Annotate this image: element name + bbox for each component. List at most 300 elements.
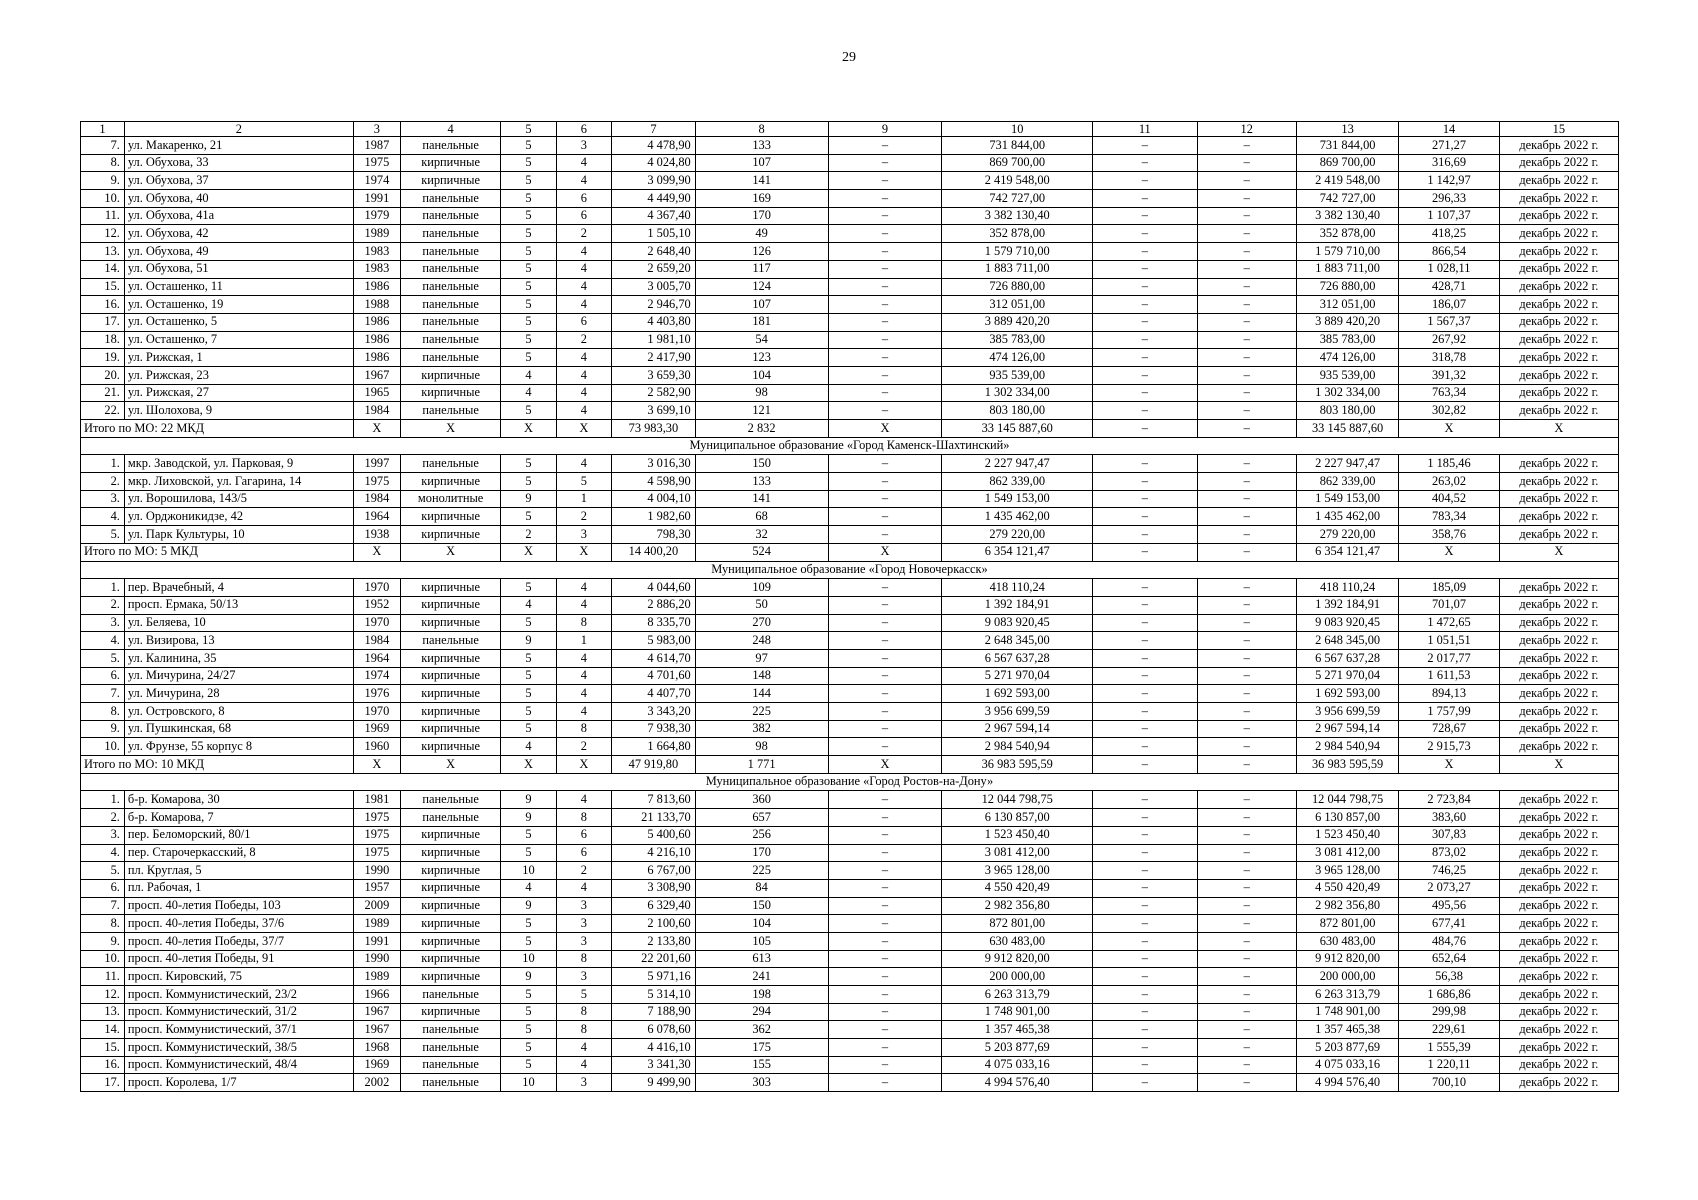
table-cell: декабрь 2022 г. [1499, 667, 1618, 685]
table-cell: 8 [556, 614, 611, 632]
table-cell: 150 [695, 455, 828, 473]
table-cell: панельные [400, 243, 500, 261]
table-cell: 935 539,00 [1296, 366, 1398, 384]
table-cell: 1986 [353, 278, 400, 296]
table-cell: 6 [556, 207, 611, 225]
row-number: 5. [81, 649, 125, 667]
table-cell: 3 [556, 526, 611, 544]
table-cell: 4 [556, 366, 611, 384]
table-cell: 1 302 334,00 [1296, 384, 1398, 402]
table-cell: 133 [695, 137, 828, 155]
table-cell: – [1197, 296, 1296, 314]
table-cell: 1 472,65 [1399, 614, 1499, 632]
table-cell: 2002 [353, 1074, 400, 1092]
row-number: 7. [81, 137, 125, 155]
table-cell: 4 550 420,49 [942, 879, 1093, 897]
table-cell: 5 271 970,04 [1296, 667, 1398, 685]
table-cell: 4 [556, 278, 611, 296]
table-cell: – [828, 313, 942, 331]
total-cell: – [1197, 543, 1296, 561]
total-cell: – [1197, 420, 1296, 438]
row-number: 19. [81, 349, 125, 367]
table-cell: 3 343,20 [612, 703, 696, 721]
row-number: 11. [81, 207, 125, 225]
table-cell: – [1093, 455, 1198, 473]
address-cell: ул. Обухова, 33 [124, 154, 353, 172]
table-cell: 109 [695, 579, 828, 597]
table-cell: панельные [400, 349, 500, 367]
table-cell: 385 783,00 [942, 331, 1093, 349]
total-cell: 47 919,80 [612, 756, 696, 774]
table-cell: декабрь 2022 г. [1499, 720, 1618, 738]
table-cell: 1 555,39 [1399, 1039, 1499, 1057]
table-cell: – [1197, 137, 1296, 155]
table-cell: 181 [695, 313, 828, 331]
row-number: 10. [81, 190, 125, 208]
address-cell: ул. Парк Культуры, 10 [124, 526, 353, 544]
table-cell: – [828, 1003, 942, 1021]
table-cell: 652,64 [1399, 950, 1499, 968]
table-cell: 5 [501, 915, 556, 933]
table-cell: 1967 [353, 1003, 400, 1021]
table-cell: кирпичные [400, 932, 500, 950]
table-cell: декабрь 2022 г. [1499, 490, 1618, 508]
table-cell: 302,82 [1399, 402, 1499, 420]
table-cell: 935 539,00 [942, 366, 1093, 384]
table-row [81, 862, 1619, 880]
table-cell: – [1197, 632, 1296, 650]
table-cell: – [1197, 968, 1296, 986]
table-cell: – [1197, 455, 1296, 473]
table-cell: 1 748 901,00 [942, 1003, 1093, 1021]
table-cell: 1 757,99 [1399, 703, 1499, 721]
table-cell: 9 [501, 809, 556, 827]
row-number: 9. [81, 720, 125, 738]
table-cell: 5 [501, 402, 556, 420]
table-cell: 3 081 412,00 [942, 844, 1093, 862]
table-cell: декабрь 2022 г. [1499, 366, 1618, 384]
table-row [81, 473, 1619, 491]
table-cell: 1979 [353, 207, 400, 225]
table-cell: 1969 [353, 720, 400, 738]
row-number: 17. [81, 313, 125, 331]
table-cell: кирпичные [400, 879, 500, 897]
table-cell: 5 [501, 313, 556, 331]
table-cell: – [1197, 667, 1296, 685]
table-cell: 9 912 820,00 [942, 950, 1093, 968]
table-row [81, 579, 1619, 597]
table-cell: 1991 [353, 190, 400, 208]
table-cell: – [1197, 331, 1296, 349]
table-cell: 1983 [353, 243, 400, 261]
table-cell: 5 314,10 [612, 986, 696, 1004]
total-cell: X [1399, 420, 1499, 438]
table-cell: кирпичные [400, 384, 500, 402]
table-cell: – [1093, 243, 1198, 261]
table-cell: – [1197, 1003, 1296, 1021]
total-cell: 14 400,20 [612, 543, 696, 561]
table-cell: – [828, 508, 942, 526]
table-cell: 1990 [353, 862, 400, 880]
address-cell: мкр. Заводской, ул. Парковая, 9 [124, 455, 353, 473]
row-number: 17. [81, 1074, 125, 1092]
table-cell: 5 971,16 [612, 968, 696, 986]
total-cell: X [556, 420, 611, 438]
total-cell: X [556, 756, 611, 774]
row-number: 21. [81, 384, 125, 402]
total-cell: X [501, 420, 556, 438]
table-cell: – [828, 260, 942, 278]
total-cell: X [353, 420, 400, 438]
table-cell: – [1197, 190, 1296, 208]
address-cell: просп. 40-летия Победы, 91 [124, 950, 353, 968]
table-cell: 783,34 [1399, 508, 1499, 526]
column-header: 14 [1399, 122, 1499, 137]
address-cell: просп. Коммунистический, 37/1 [124, 1021, 353, 1039]
table-cell: 6 329,40 [612, 897, 696, 915]
column-header: 8 [695, 122, 828, 137]
table-cell: 32 [695, 526, 828, 544]
table-cell: 279 220,00 [942, 526, 1093, 544]
table-cell: 5 [501, 667, 556, 685]
table-cell: 2 017,77 [1399, 649, 1499, 667]
address-cell: ул. Ворошилова, 143/5 [124, 490, 353, 508]
table-cell: 3 [556, 968, 611, 986]
table-cell: кирпичные [400, 844, 500, 862]
table-row [81, 932, 1619, 950]
table-cell: 1 549 153,00 [942, 490, 1093, 508]
table-row [81, 225, 1619, 243]
table-cell: 8 335,70 [612, 614, 696, 632]
table-cell: – [1197, 278, 1296, 296]
table-cell: 4 [556, 243, 611, 261]
table-cell: – [828, 1039, 942, 1057]
table-cell: – [1093, 260, 1198, 278]
table-cell: – [1197, 402, 1296, 420]
address-cell: просп. Коммунистический, 48/4 [124, 1056, 353, 1074]
table-cell: декабрь 2022 г. [1499, 809, 1618, 827]
table-cell: декабрь 2022 г. [1499, 455, 1618, 473]
table-cell: – [1093, 703, 1198, 721]
table-cell: панельные [400, 455, 500, 473]
table-cell: – [1093, 1056, 1198, 1074]
table-cell: – [1093, 932, 1198, 950]
address-cell: просп. Коммунистический, 23/2 [124, 986, 353, 1004]
table-cell: – [828, 879, 942, 897]
table-cell: кирпичные [400, 862, 500, 880]
table-cell: – [1197, 649, 1296, 667]
table-cell: 312 051,00 [1296, 296, 1398, 314]
table-cell: декабрь 2022 г. [1499, 207, 1618, 225]
table-cell: декабрь 2022 г. [1499, 473, 1618, 491]
column-header: 10 [942, 122, 1093, 137]
table-row [81, 1039, 1619, 1057]
table-cell: кирпичные [400, 508, 500, 526]
table-cell: 1976 [353, 685, 400, 703]
table-cell: 133 [695, 473, 828, 491]
table-cell: 1 220,11 [1399, 1056, 1499, 1074]
table-cell: 2 582,90 [612, 384, 696, 402]
table-cell: – [1197, 932, 1296, 950]
table-row [81, 366, 1619, 384]
row-number: 22. [81, 402, 125, 420]
table-cell: – [828, 667, 942, 685]
table-cell: 2 946,70 [612, 296, 696, 314]
table-cell: 1 579 710,00 [1296, 243, 1398, 261]
page-number: 29 [842, 50, 856, 65]
table-cell: 2 419 548,00 [942, 172, 1093, 190]
total-cell: – [1093, 420, 1198, 438]
table-cell: 107 [695, 154, 828, 172]
table-cell: – [1197, 172, 1296, 190]
table-cell: 4 [556, 703, 611, 721]
row-number: 6. [81, 879, 125, 897]
table-cell: 4 [501, 384, 556, 402]
table-cell: – [1093, 225, 1198, 243]
table-cell: 3 [556, 915, 611, 933]
table-cell: 5 [501, 137, 556, 155]
table-cell: панельные [400, 791, 500, 809]
total-cell: X [828, 420, 942, 438]
table-cell: 391,32 [1399, 366, 1499, 384]
address-cell: ул. Осташенко, 7 [124, 331, 353, 349]
table-cell: 3 965 128,00 [1296, 862, 1398, 880]
table-cell: 4 044,60 [612, 579, 696, 597]
table-cell: – [1093, 526, 1198, 544]
table-cell: 98 [695, 738, 828, 756]
table-cell: панельные [400, 809, 500, 827]
table-cell: 150 [695, 897, 828, 915]
table-cell: кирпичные [400, 649, 500, 667]
table-cell: 6 130 857,00 [1296, 809, 1398, 827]
table-cell: 2009 [353, 897, 400, 915]
table-cell: – [828, 349, 942, 367]
table-cell: – [1093, 172, 1198, 190]
table-cell: 2 915,73 [1399, 738, 1499, 756]
table-cell: 4 [556, 667, 611, 685]
table-cell: 241 [695, 968, 828, 986]
table-cell: 862 339,00 [1296, 473, 1398, 491]
table-row [81, 986, 1619, 1004]
table-cell: 5 [501, 826, 556, 844]
column-header: 3 [353, 122, 400, 137]
table-cell: 8 [556, 950, 611, 968]
address-cell: просп. Ермака, 50/13 [124, 596, 353, 614]
table-cell: 1 579 710,00 [942, 243, 1093, 261]
table-cell: 200 000,00 [1296, 968, 1398, 986]
total-cell: X [501, 543, 556, 561]
table-cell: декабрь 2022 г. [1499, 225, 1618, 243]
table-cell: кирпичные [400, 826, 500, 844]
table-cell: 1986 [353, 313, 400, 331]
table-cell: – [828, 614, 942, 632]
table-cell: 312 051,00 [942, 296, 1093, 314]
table-cell: 3 341,30 [612, 1056, 696, 1074]
table-cell: 2 967 594,14 [1296, 720, 1398, 738]
table-cell: декабрь 2022 г. [1499, 296, 1618, 314]
table-row [81, 685, 1619, 703]
total-row [81, 543, 1619, 561]
table-cell: – [1197, 1039, 1296, 1057]
table-cell: 383,60 [1399, 809, 1499, 827]
table-cell: 4 [556, 596, 611, 614]
table-cell: 484,76 [1399, 932, 1499, 950]
table-cell: 1 [556, 490, 611, 508]
table-cell: 1 302 334,00 [942, 384, 1093, 402]
table-cell: 1983 [353, 260, 400, 278]
table-cell: панельные [400, 278, 500, 296]
table-body [81, 122, 1619, 1092]
table-row [81, 950, 1619, 968]
table-cell: 5 [501, 172, 556, 190]
table-cell: 1 357 465,38 [942, 1021, 1093, 1039]
table-cell: декабрь 2022 г. [1499, 1074, 1618, 1092]
table-cell: – [828, 915, 942, 933]
table-cell: 872 801,00 [1296, 915, 1398, 933]
table-cell: декабрь 2022 г. [1499, 402, 1618, 420]
table-cell: – [1197, 826, 1296, 844]
table-cell: панельные [400, 1074, 500, 1092]
table-cell: 1 028,11 [1399, 260, 1499, 278]
table-cell: 873,02 [1399, 844, 1499, 862]
table-cell: 169 [695, 190, 828, 208]
table-cell: 2 419 548,00 [1296, 172, 1398, 190]
table-cell: 6 [556, 190, 611, 208]
column-header: 9 [828, 122, 942, 137]
section-header-row [81, 437, 1619, 455]
table-cell: 2 073,27 [1399, 879, 1499, 897]
address-cell: ул. Обухова, 37 [124, 172, 353, 190]
address-cell: ул. Осташенко, 11 [124, 278, 353, 296]
table-cell: 56,38 [1399, 968, 1499, 986]
table-cell: – [1197, 862, 1296, 880]
table-cell: декабрь 2022 г. [1499, 932, 1618, 950]
table-cell: 1989 [353, 225, 400, 243]
table-cell: декабрь 2022 г. [1499, 632, 1618, 650]
table-cell: 657 [695, 809, 828, 827]
table-cell: 5 [501, 1039, 556, 1057]
table-cell: 4 [501, 596, 556, 614]
table-cell: кирпичные [400, 738, 500, 756]
table-cell: 1967 [353, 366, 400, 384]
table-cell: 6 567 637,28 [1296, 649, 1398, 667]
table-cell: – [1197, 243, 1296, 261]
table-cell: 2 417,90 [612, 349, 696, 367]
row-number: 13. [81, 1003, 125, 1021]
table-cell: 382 [695, 720, 828, 738]
table-cell: 6 [556, 826, 611, 844]
table-cell: 141 [695, 490, 828, 508]
table-cell: – [1197, 313, 1296, 331]
column-header: 13 [1296, 122, 1398, 137]
table-cell: кирпичные [400, 614, 500, 632]
table-cell: декабрь 2022 г. [1499, 260, 1618, 278]
table-cell: декабрь 2022 г. [1499, 172, 1618, 190]
table-cell: 318,78 [1399, 349, 1499, 367]
table-cell: – [1093, 649, 1198, 667]
table-cell: панельные [400, 137, 500, 155]
table-cell: – [1093, 1074, 1198, 1092]
table-cell: 5 [501, 154, 556, 172]
table-cell: 124 [695, 278, 828, 296]
table-row [81, 455, 1619, 473]
table-cell: 385 783,00 [1296, 331, 1398, 349]
table-cell: 4 [556, 1056, 611, 1074]
table-cell: 742 727,00 [1296, 190, 1398, 208]
table-cell: 5 [501, 455, 556, 473]
table-cell: 1 883 711,00 [942, 260, 1093, 278]
table-cell: декабрь 2022 г. [1499, 596, 1618, 614]
column-header: 4 [400, 122, 500, 137]
address-cell: ул. Осташенко, 5 [124, 313, 353, 331]
table-cell: 3 005,70 [612, 278, 696, 296]
row-number: 16. [81, 1056, 125, 1074]
table-cell: – [1197, 614, 1296, 632]
table-cell: 2 [501, 526, 556, 544]
table-cell: 6 767,00 [612, 862, 696, 880]
table-cell: – [1197, 225, 1296, 243]
table-cell: 1997 [353, 455, 400, 473]
table-cell: 3 382 130,40 [942, 207, 1093, 225]
table-cell: 1981 [353, 791, 400, 809]
table-cell: 1974 [353, 172, 400, 190]
row-number: 14. [81, 260, 125, 278]
table-cell: 4 598,90 [612, 473, 696, 491]
table-cell: 404,52 [1399, 490, 1499, 508]
row-number: 2. [81, 596, 125, 614]
table-cell: 2 133,80 [612, 932, 696, 950]
table-cell: – [1197, 844, 1296, 862]
table-cell: 4 [556, 879, 611, 897]
table-cell: – [828, 402, 942, 420]
table-cell: 3 889 420,20 [942, 313, 1093, 331]
table-cell: кирпичные [400, 596, 500, 614]
table-cell: 1 748 901,00 [1296, 1003, 1398, 1021]
table-cell: декабрь 2022 г. [1499, 1003, 1618, 1021]
table-cell: – [1093, 490, 1198, 508]
table-cell: панельные [400, 1056, 500, 1074]
table-cell: 1960 [353, 738, 400, 756]
table-cell: – [1093, 897, 1198, 915]
table-cell: 731 844,00 [1296, 137, 1398, 155]
table-cell: – [1197, 526, 1296, 544]
address-cell: ул. Обухова, 42 [124, 225, 353, 243]
column-header: 11 [1093, 122, 1198, 137]
table-cell: 4 075 033,16 [942, 1056, 1093, 1074]
total-cell: 33 145 887,60 [1296, 420, 1398, 438]
total-cell: 33 145 887,60 [942, 420, 1093, 438]
table-cell: панельные [400, 260, 500, 278]
table-cell: кирпичные [400, 1003, 500, 1021]
table-cell: – [828, 1056, 942, 1074]
total-cell: 1 771 [695, 756, 828, 774]
row-number: 10. [81, 738, 125, 756]
table-cell: 3 889 420,20 [1296, 313, 1398, 331]
table-cell: 3 659,30 [612, 366, 696, 384]
address-cell: пер. Врачебный, 4 [124, 579, 353, 597]
address-cell: пл. Круглая, 5 [124, 862, 353, 880]
table-row [81, 154, 1619, 172]
table-cell: – [1093, 632, 1198, 650]
table-cell: 1974 [353, 667, 400, 685]
table-cell: – [828, 703, 942, 721]
total-cell: 524 [695, 543, 828, 561]
table-cell: декабрь 2022 г. [1499, 384, 1618, 402]
table-row [81, 1056, 1619, 1074]
table-cell: – [1093, 349, 1198, 367]
total-cell: – [1197, 756, 1296, 774]
table-cell: – [828, 579, 942, 597]
